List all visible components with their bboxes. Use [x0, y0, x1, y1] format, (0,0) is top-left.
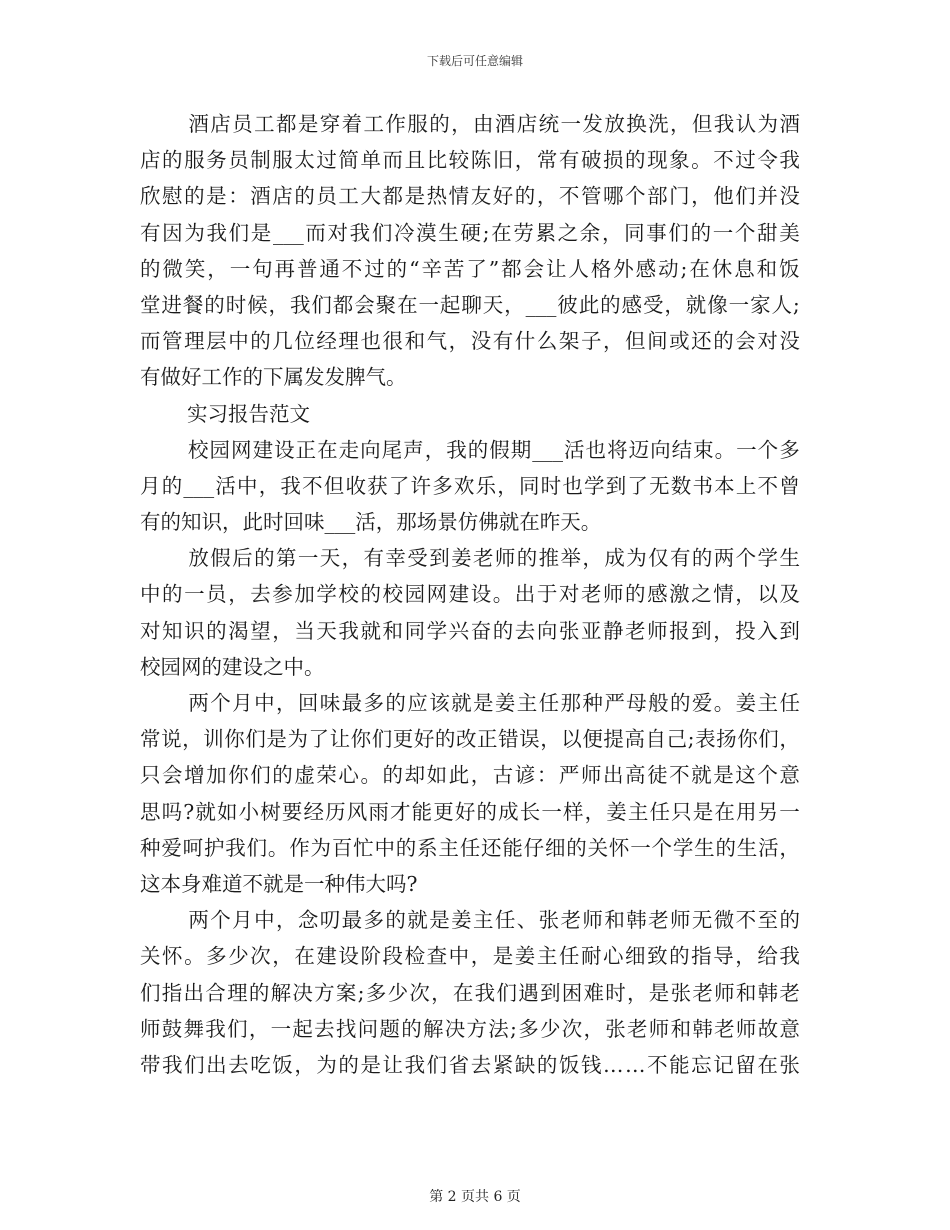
- text-line: 而 管 理 层 中 的 几 位 经 理 也 很 和 气 ， 没 有 什 么 架 子 ， 但 间 或 还 的 会 对 没: [140, 329, 800, 354]
- text-line: 关 怀 。 多 少 次 ， 在 建 设 阶 段 检 查 中 ， 是 姜 主 任 耐 心 细 致 的 指 导 ， 给 我: [140, 944, 800, 969]
- text-line: 对 知 识 的 渴 望 ， 当 天 我 就 和 同 学 兴 奋 的 去 向 张 亚 静 老 师 报 到 ， 投 入 到: [140, 618, 800, 643]
- text-line: 两 个 月 中 ， 念 叨 最 多 的 就 是 姜 主 任 、 张 老 师 和 韩 老 师 无 微 不 至 的: [188, 908, 800, 933]
- text-line: 思 吗 ? 就 如 小 树 要 经 历 风 雨 才 能 更 好 的 成 长 一 样 ， 姜 主 任 只 是 在 用 另 一: [140, 799, 800, 824]
- text-line: 实习报告范文: [187, 401, 310, 426]
- page-header-note: 下载后可任意编辑: [426, 54, 523, 68]
- text-line: 只 会 增 加 你 们 的 虚 荣 心 。 的 却 如 此 ， 古 谚 ： 严 师 出 高 徒 不 就 是 这 个 意: [140, 763, 800, 788]
- text-line: 月 的 ___ 活 中 ， 我 不 但 收 获 了 许 多 欢 乐 ， 同 时 也 学 到 了 无 数 书 本 上 不 曾: [140, 473, 800, 498]
- text-line: 堂 进 餐 的 时 候 ， 我 们 都 会 聚 在 一 起 聊 天 ， ___ 彼 此 的 感 受 ， 就 像 一 家 人 ;: [140, 292, 800, 317]
- text-line: 校 园 网 建 设 正 在 走 向 尾 声 ， 我 的 假 期 ___ 活 也 将 迈 向 结 束 。 一 个 多: [188, 437, 800, 462]
- text-line: 有的知识，此时回味___活，那场景仿佛就在昨天。: [140, 510, 602, 535]
- text-line: 校园网的建设之中。: [140, 654, 325, 679]
- text-line: 师 鼓 舞 我 们 ， 一 起 去 找 问 题 的 解 决 方 法 ; 多 少 次 ， 张 老 师 和 韩 老 师 故 意: [140, 1016, 800, 1041]
- text-line: 酒 店 员 工 都 是 穿 着 工 作 服 的 ， 由 酒 店 统 一 发 放 换 洗 ， 但 我 认 为 酒: [188, 112, 800, 136]
- page-number: 第 2 页共 6 页: [429, 1189, 521, 1205]
- text-line: 有 因 为 我 们 是 ___ 而 对 我 们 冷 漠 生 硬 ; 在 劳 累 之 余 ， 同 事 们 的 一 个 甜 美: [140, 220, 800, 245]
- text-line: 欣 慰 的 是 ： 酒 店 的 员 工 大 都 是 热 情 友 好 的 ， 不 管 哪 个 部 门 ， 他 们 并 没: [140, 184, 800, 209]
- text-line: 的 微 笑 ， 一 句 再 普 通 不 过 的 “ 辛 苦 了 ” 都 会 让 人 格 外 感 动 ; 在 休 息 和 饭: [140, 256, 800, 281]
- text-line: 带 我 们 出 去 吃 饭 ， 为 的 是 让 我 们 省 去 紧 缺 的 饭 钱 … … 不 能 忘 记 留 在 张: [140, 1052, 800, 1077]
- text-line: 中 的 一 员 ， 去 参 加 学 校 的 校 园 网 建 设 。 出 于 对 老 师 的 感 激 之 情 ， 以 及: [140, 582, 800, 607]
- text-line: 这本身难道不就是一种伟大吗?: [140, 871, 418, 896]
- document-body: [140, 106, 800, 1083]
- text-line: 常 说 ， 训 你 们 是 为 了 让 你 们 更 好 的 改 正 错 误 ， 以 便 提 高 自 己 ; 表 扬 你 们 ，: [140, 727, 800, 752]
- text-line: 放 假 后 的 第 一 天 ， 有 幸 受 到 姜 老 师 的 推 举 ， 成 为 仅 有 的 两 个 学 生: [188, 546, 800, 571]
- text-line: 种 爱 呵 护 我 们 。 作 为 百 忙 中 的 系 主 任 还 能 仔 细 的 关 怀 一 个 学 生 的 生 活 ，: [140, 835, 800, 860]
- text-line: 们 指 出 合 理 的 解 决 方 案 ; 多 少 次 ， 在 我 们 遇 到 困 难 时 ， 是 张 老 师 和 韩 老: [140, 980, 800, 1005]
- text-line: 店 的 服 务 员 制 服 太 过 简 单 而 且 比 较 陈 旧 ， 常 有 破 损 的 现 象 。 不 过 令 我: [140, 148, 800, 173]
- text-line: 两 个 月 中 ， 回 味 最 多 的 应 该 就 是 姜 主 任 那 种 严 母 般 的 爱 。 姜 主 任: [188, 691, 800, 715]
- text-line: 有做好工作的下属发发脾气。: [140, 365, 407, 390]
